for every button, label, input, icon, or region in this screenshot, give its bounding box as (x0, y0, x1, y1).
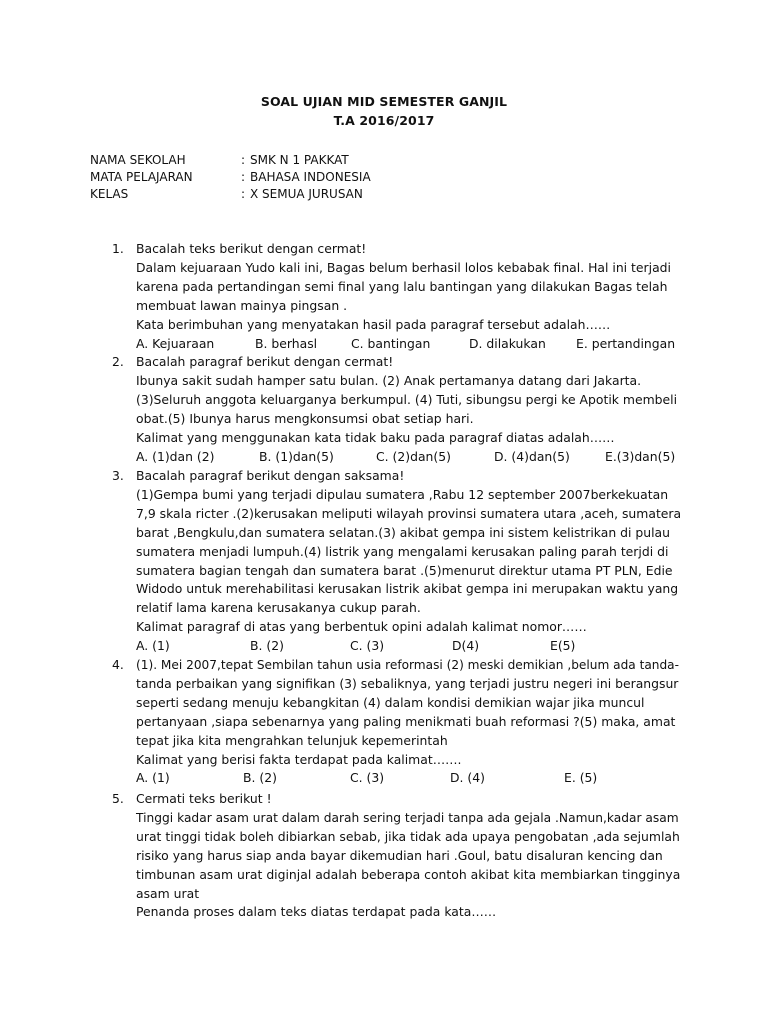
question-line: urat tinggi tidak boleh dibiarkan sebab, jika tidak ada upaya pengobatan ,ada sejumlah (136, 828, 680, 844)
question-line: Tinggi kadar asam urat dalam darah sering terjadi tanpa ada gejala .Namun,kadar asam (136, 810, 679, 825)
question-body (136, 790, 682, 922)
question-line: Kalimat yang berisi fakta terdapat pada kalimat……. (136, 751, 462, 767)
question-line: Bacalah paragraf berikut dengan saksama! (136, 468, 405, 483)
question-line: Bacalah paragraf berikut dengan cermat! (136, 354, 394, 369)
option-d: D. (4)dan(5) (494, 448, 570, 464)
info-value: X SEMUA JURUSAN (250, 187, 363, 201)
question-line: Cermati teks berikut ! (136, 791, 272, 806)
option-b: B. (1)dan(5) (259, 448, 334, 464)
question-line: karena pada pertandingan semi final yang lalu bantingan yang dilakukan Bagas telah (136, 278, 668, 294)
info-label: KELAS (90, 187, 129, 201)
answer-options (136, 335, 682, 354)
option-e: E. (5) (564, 770, 598, 786)
question-line: (1). Mei 2007,tepat Sembilan tahun usia reformasi (2) meski demikian ,belum ada tanda- (136, 658, 679, 672)
question-number: 1. (112, 241, 124, 256)
question-line: risiko yang harus siap anda bayar dikemudian hari .Goul, batu disaluran kencing dan (136, 847, 663, 863)
question-line: Bacalah teks berikut dengan cermat! (136, 241, 367, 256)
option-b: B. (2) (250, 638, 284, 654)
answer-options (136, 448, 682, 467)
question-line: timbunan asam urat diginjal adalah beberapa contoh akibat kita membiarkan tingginya (136, 866, 681, 882)
question-line: obat.(5) Ibunya harus mengkonsumsi obat setiap hari. (136, 410, 474, 426)
info-colon: : (241, 187, 246, 201)
info-colon: : (241, 170, 246, 184)
question-body (136, 656, 682, 788)
question-line: Ibunya sakit sudah hamper satu bulan. (2) Anak pertamanya datang dari Jakarta. (136, 372, 642, 388)
question-body (136, 467, 682, 656)
question-line: sumatera menjadi lumpuh.(4) listrik yang mengalami kerusakan paling parah terjdi di (136, 543, 669, 559)
option-e: E.(3)dan(5) (605, 448, 676, 464)
exam-title: SOAL UJIAN MID SEMESTER GANJIL (260, 94, 508, 109)
question-line: Kalimat paragraf di atas yang berbentuk opini adalah kalimat nomor…… (136, 619, 587, 635)
question-line: tepat jika kita mengrahkan telunjuk kepemerintah (136, 732, 448, 748)
option-a: A. (1) (136, 638, 170, 654)
option-c: C. (3) (350, 770, 385, 786)
question-line: (3)Seluruh anggota keluarganya berkumpul. (4) Tuti, sibungsu pergi ke Apotik membeli (136, 391, 678, 407)
option-d: D. (4) (450, 770, 485, 786)
info-label: NAMA SEKOLAH (90, 153, 186, 167)
question-line: Kata berimbuhan yang menyatakan hasil pada paragraf tersebut adalah…… (136, 316, 611, 332)
option-c: C. (2)dan(5) (376, 448, 451, 464)
question-line: relatif lama karena kerusakanya cukup parah. (136, 600, 421, 616)
answer-options (136, 637, 682, 656)
info-label: MATA PELAJARAN (90, 170, 193, 184)
question-line: barat ,Bengkulu,dan sumatera selatan.(3) akibat gempa ini sistem kelistrikan di pulau (136, 524, 671, 540)
question-line: Widodo untuk merehabilitasi kerusakan listrik akibat gempa ini merupakan waktu yang (136, 581, 679, 597)
option-c: C. bantingan (351, 335, 431, 351)
question-line: Kalimat yang menggunakan kata tidak baku pada paragraf diatas adalah…… (136, 429, 615, 445)
option-d: D. dilakukan (469, 335, 546, 351)
option-d: D(4) (452, 638, 480, 654)
question-line: Penanda proses dalam teks diatas terdapat pada kata…… (136, 904, 497, 920)
question-line: sumatera bagian tengah dan sumatera barat .(5)menurut direktur utama PT PLN, Edie (136, 562, 673, 578)
question-line: seperti sedang menuju kebangkitan (4) dalam kondisi demikian wajar jika muncul (136, 694, 645, 710)
option-b: B. berhasl (255, 335, 318, 351)
question-line: (1)Gempa bumi yang terjadi dipulau sumatera ,Rabu 12 september 2007berkekuatan (136, 486, 669, 502)
option-a: A. (1)dan (2) (136, 448, 215, 464)
question-line: membuat lawan mainya pingsan . (136, 297, 348, 313)
question-number: 4. (112, 657, 124, 672)
question-line: pertanyaan ,siapa sebenarnya yang paling menikmati buah reformasi ?(5) maka, amat (136, 713, 676, 729)
option-a: A. Kejuaraan (136, 335, 215, 351)
option-e: E(5) (550, 638, 576, 654)
answer-options (136, 769, 682, 788)
info-value: BAHASA INDONESIA (250, 170, 371, 184)
question-line: tanda perbaikan yang signifikan (3) sebaliknya, yang terjadi justru negeri ini berangsur (136, 675, 679, 691)
option-b: B. (2) (243, 770, 277, 786)
option-e: E. pertandingan (576, 335, 676, 351)
question-number: 2. (112, 354, 124, 369)
question-body (136, 240, 682, 353)
option-c: C. (3) (350, 638, 385, 654)
info-colon: : (241, 153, 246, 167)
question-line: Dalam kejuaraan Yudo kali ini, Bagas belum berhasil lolos kebabak final. Hal ini terjadi (136, 259, 671, 275)
question-line: 7,9 skala ricter .(2)kerusakan meliputi wilayah provinsi sumatera utara ,aceh, sumatera (136, 505, 682, 521)
question-number: 3. (112, 468, 124, 483)
question-number: 5. (112, 791, 124, 806)
info-value: SMK N 1 PAKKAT (250, 153, 349, 167)
question-line: asam urat (136, 885, 200, 901)
question-body (136, 353, 682, 466)
academic-year: T.A 2016/2017 (333, 113, 435, 128)
option-a: A. (1) (136, 770, 170, 786)
